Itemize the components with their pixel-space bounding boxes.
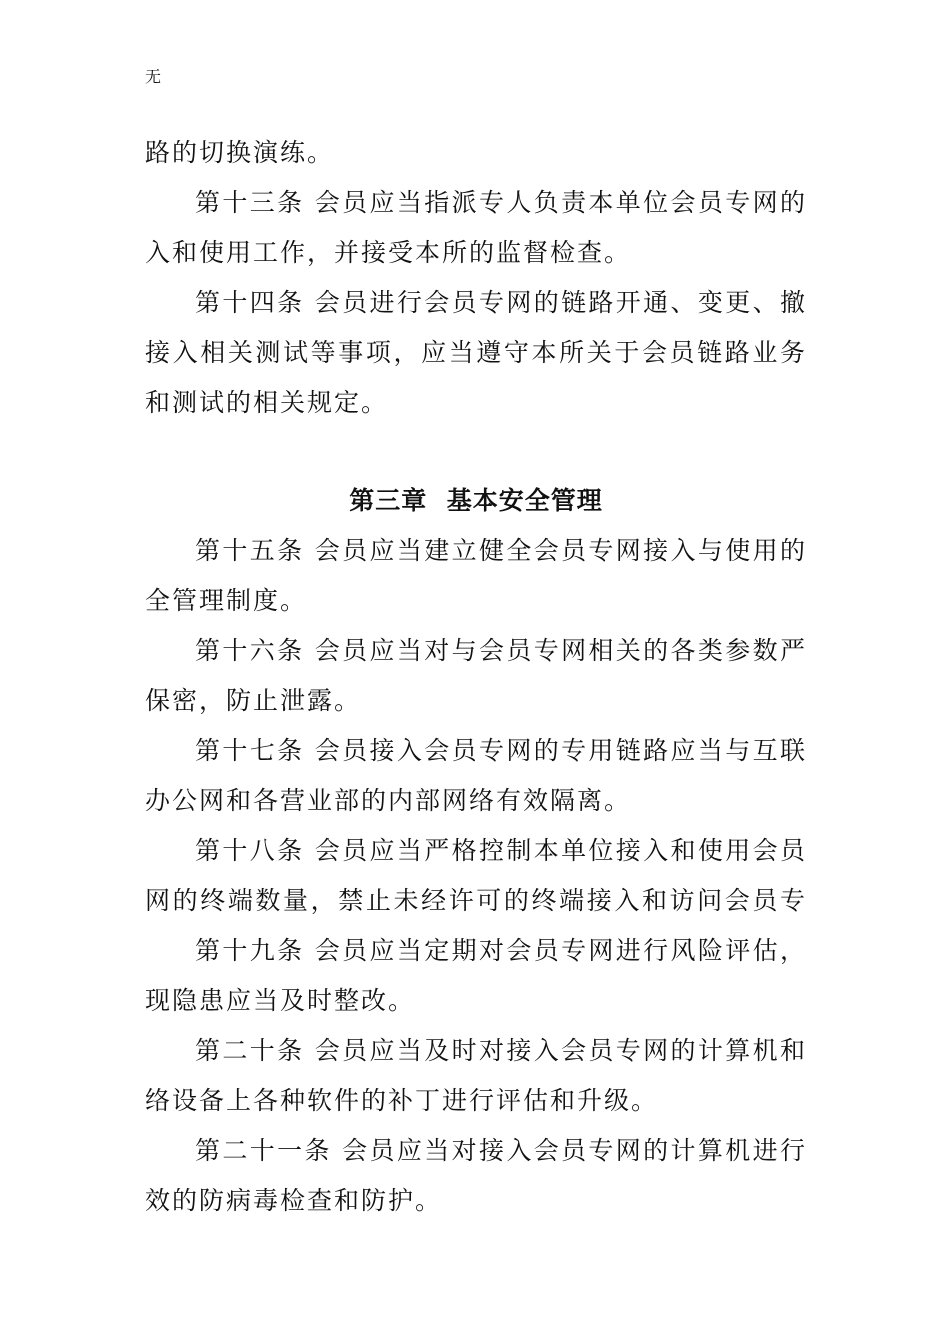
article-16-line-1: 第十六条 会员应当对与会员专网相关的各类参数严 bbox=[195, 636, 807, 665]
article-18-line-2: 网的终端数量，禁止未经许可的终端接入和访问会员专 bbox=[145, 886, 807, 915]
article-19-line-1: 第十九条 会员应当定期对会员专网进行风险评估， bbox=[195, 936, 807, 965]
article-20-line-1: 第二十条 会员应当及时对接入会员专网的计算机和 bbox=[195, 1036, 807, 1065]
article-21-line-2: 效的防病毒检查和防护。 bbox=[145, 1186, 443, 1215]
article-13-line-1: 第十三条 会员应当指派专人负责本单位会员专网的 bbox=[195, 188, 807, 217]
section-gap bbox=[145, 428, 807, 476]
page-header-mark: 无 bbox=[145, 67, 162, 86]
article-14-line-2: 接入相关测试等事项，应当遵守本所关于会员链路业务 bbox=[145, 338, 807, 367]
article-14-line-3: 和测试的相关规定。 bbox=[145, 388, 389, 417]
article-15-line-1: 第十五条 会员应当建立健全会员专网接入与使用的 bbox=[195, 536, 807, 565]
article-16-line-2: 保密，防止泄露。 bbox=[145, 686, 362, 715]
article-15-line-2: 全管理制度。 bbox=[145, 586, 308, 615]
article-19-line-2: 现隐患应当及时整改。 bbox=[145, 986, 416, 1015]
paragraph-continuation: 路的切换演练。 bbox=[145, 138, 335, 167]
document-body bbox=[145, 128, 807, 1226]
chapter-title: 第三章 基本安全管理 bbox=[349, 486, 603, 515]
article-13-line-2: 入和使用工作，并接受本所的监督检查。 bbox=[145, 238, 632, 267]
article-17-line-2: 办公网和各营业部的内部网络有效隔离。 bbox=[145, 786, 632, 815]
article-21-line-1: 第二十一条 会员应当对接入会员专网的计算机进行 bbox=[195, 1136, 807, 1165]
article-20-line-2: 络设备上各种软件的补丁进行评估和升级。 bbox=[145, 1086, 659, 1115]
article-18-line-1: 第十八条 会员应当严格控制本单位接入和使用会员 bbox=[195, 836, 807, 865]
article-17-line-1: 第十七条 会员接入会员专网的专用链路应当与互联 bbox=[195, 736, 807, 765]
article-14-line-1: 第十四条 会员进行会员专网的链路开通、变更、撤 bbox=[195, 288, 807, 317]
